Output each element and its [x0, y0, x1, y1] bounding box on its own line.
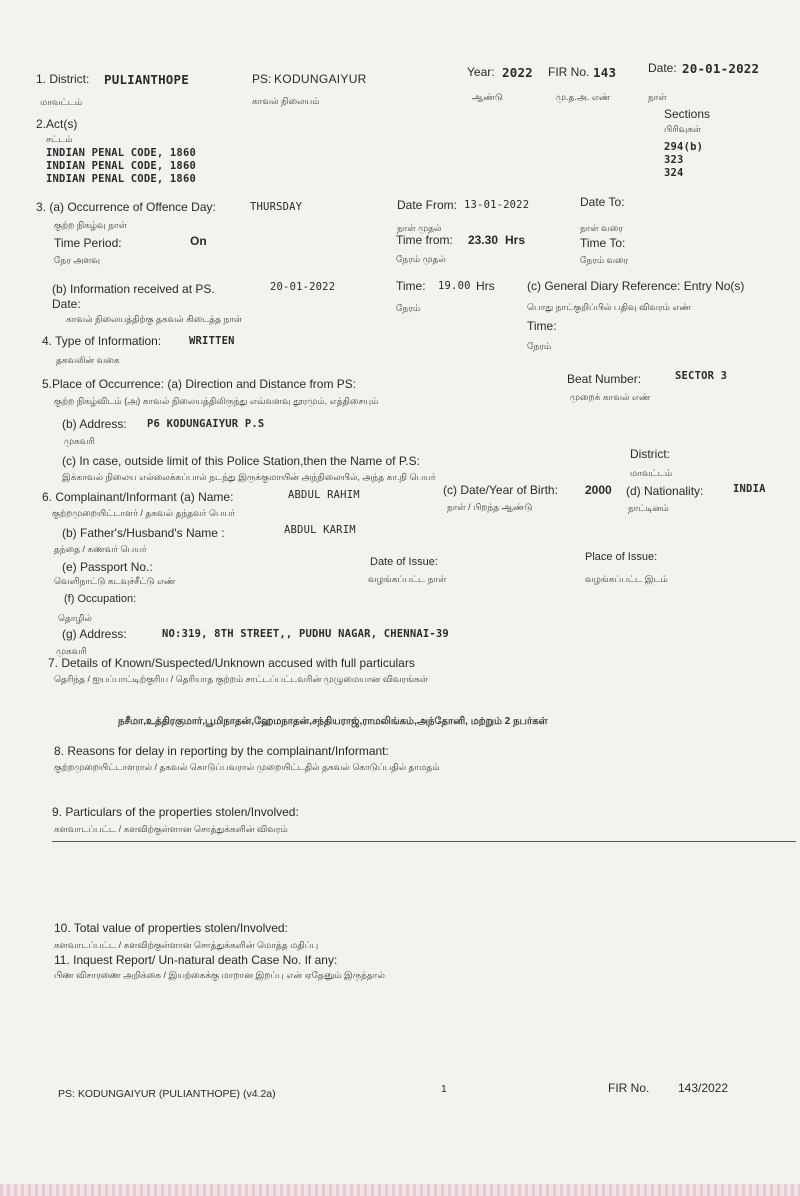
- ps-value: KODUNGAIYUR: [274, 72, 367, 86]
- date-from-label: Date From:: [397, 198, 458, 212]
- year-tamil: ஆண்டு: [472, 92, 503, 102]
- date-to-label: Date To:: [580, 195, 625, 209]
- outside-limit-tamil: இக்காவல் நிலைய எல்லைக்கப்பால் நடந்து இருக்குமாயின் அந்நிலையில், அந்த கா.நி பெயர்: [62, 472, 436, 482]
- fir-no-value: 143: [593, 65, 617, 80]
- footer-page-number: 1: [441, 1083, 447, 1095]
- info-received-date-value: 20-01-2022: [270, 281, 336, 293]
- properties-label: 9. Particulars of the properties stolen/Involved:: [52, 805, 299, 819]
- section-divider: [52, 841, 796, 842]
- occurrence-day-label: 3. (a) Occurrence of Offence Day:: [36, 200, 216, 214]
- nationality-tamil: நாட்டினம்: [628, 503, 669, 513]
- district-label: 1. District:: [36, 72, 90, 86]
- district-tamil: மாவட்டம்: [40, 97, 83, 107]
- acts-tamil: சட்டம்: [46, 134, 73, 144]
- date-value: 20-01-2022: [682, 61, 760, 76]
- footer-fir-value: 143/2022: [678, 1081, 729, 1095]
- complainant-address-label: (g) Address:: [62, 627, 127, 641]
- place-address-label: (b) Address:: [62, 417, 127, 431]
- time-from-label: Time from:: [396, 233, 453, 247]
- info-time-tamil: நேரம்: [396, 303, 421, 313]
- time-period-label: Time Period:: [54, 236, 122, 250]
- fir-no-tamil: மு.த.அ. எண்: [556, 92, 611, 102]
- dob-value: 2000: [585, 483, 612, 497]
- info-type-value: WRITTEN: [189, 335, 235, 347]
- info-received-label: (b) Information received at PS.: [52, 282, 215, 296]
- section-row-1: 294(b): [664, 141, 704, 153]
- footer-ps: PS: KODUNGAIYUR (PULIANTHOPE) (v4.2a): [58, 1088, 276, 1100]
- beat-number-label: Beat Number:: [567, 372, 642, 386]
- occupation-tamil: தொழில்: [58, 613, 92, 623]
- complainant-name-label: 6. Complainant/Informant (a) Name:: [42, 490, 234, 504]
- year-value: 2022: [502, 65, 533, 80]
- info-received-date-label: Date:: [52, 297, 81, 311]
- delay-tamil: குற்றமுறையிட்டாளரால் / தகவல் கொடுப்பவரால் முறையிட்டதில் தகவல் கொடுப்பதில் தாமதம்: [54, 762, 440, 772]
- act-row-1: INDIAN PENAL CODE, 1860: [46, 147, 196, 159]
- time-to-label: Time To:: [580, 236, 626, 250]
- complainant-address-tamil: முகவரி: [56, 646, 87, 656]
- scan-edge-band: [0, 1184, 800, 1196]
- occurrence-day-value: THURSDAY: [250, 201, 303, 213]
- passport-label: (e) Passport No.:: [62, 560, 153, 574]
- date-label: Date:: [648, 61, 677, 75]
- info-received-tamil: காவல் நிலையத்திற்கு தகவல் கிடைத்த நாள்: [66, 314, 243, 324]
- date-from-tamil: நாள் முதல்: [397, 223, 442, 233]
- place-address-value: P6 KODUNGAIYUR P.S: [147, 418, 265, 430]
- accused-tamil: தெரிந்த / ஐயப்பாட்டிற்குரிய / தெரியாத குற்றம் சாட்டப்பட்டவரின் முழுமையான விவரங்கள்: [54, 674, 429, 684]
- father-name-value: ABDUL KARIM: [284, 524, 356, 536]
- dob-tamil: நாள் / பிறந்த ஆண்டு: [447, 502, 533, 512]
- properties-tamil: களவாடப்பட்ட / களவிற்குள்ளான சொத்துக்களின் விவரம்: [54, 824, 288, 834]
- date-from-value: 13-01-2022: [464, 199, 530, 211]
- complainant-name-tamil: குற்றமுறையிட்டாளர் / தகவல் தந்தவர் பெயர்: [52, 508, 236, 518]
- inquest-label: 11. Inquest Report/ Un-natural death Case No. If any:: [54, 953, 338, 967]
- time-period-tamil: நேர அளவு: [54, 255, 101, 265]
- place-address-tamil: முகவரி: [64, 436, 95, 446]
- acts-label: 2.Act(s): [36, 117, 78, 131]
- place-label: 5.Place of Occurrence: (a) Direction and Distance from PS:: [42, 377, 357, 391]
- inquest-tamil: பிண விசாரணை அறிக்கை / இயற்கைக்கு மாறான இறப்பு என் ஏதேனும் இருந்தால்: [54, 970, 385, 980]
- gd-time-tamil: நேரம்: [527, 341, 552, 351]
- section-row-3: 324: [664, 167, 684, 179]
- time-from-value: 23.30: [468, 233, 499, 247]
- info-time-value: 19.00: [438, 280, 471, 292]
- beat-number-value: SECTOR 3: [675, 370, 728, 382]
- occupation-label: (f) Occupation:: [64, 593, 137, 605]
- place-tamil: குற்ற நிகழ்விடம் (அ) காவல் நிலையத்திலிருந்து எவ்வளவு தூரமும், எத்திசையும்: [54, 396, 379, 406]
- district-value: PULIANTHOPE: [104, 72, 189, 87]
- gd-reference-tamil: பொது நாட்குறிப்பில் பதிவு விவரம் எண்: [527, 302, 691, 312]
- sections-tamil: பிரிவுகள்: [664, 124, 702, 134]
- fir-no-label: FIR No.: [548, 65, 590, 79]
- place-of-issue-tamil: வழங்கப்பட்ட இடம்: [585, 574, 668, 584]
- time-to-tamil: நேரம் வரை: [580, 255, 629, 265]
- date-tamil: நாள்: [648, 92, 667, 102]
- time-period-value: On: [190, 234, 207, 248]
- time-from-unit: Hrs: [505, 233, 526, 247]
- total-value-label: 10. Total value of properties stolen/Involved:: [54, 921, 288, 935]
- gd-reference-label: (c) General Diary Reference: Entry No(s): [527, 279, 745, 293]
- sections-label: Sections: [664, 107, 711, 121]
- date-to-tamil: நாள் வரை: [580, 223, 623, 233]
- outside-limit-label: (c) In case, outside limit of this Police Station,then the Name of P.S:: [62, 454, 420, 468]
- place-district-tamil: மாவட்டம்: [630, 468, 673, 478]
- date-of-issue-label: Date of Issue:: [370, 556, 438, 568]
- section-row-2: 323: [664, 154, 684, 166]
- info-time-label: Time:: [396, 279, 426, 293]
- year-label: Year:: [467, 65, 495, 79]
- complainant-name-value: ABDUL RAHIM: [288, 489, 360, 501]
- info-time-unit: Hrs: [476, 279, 495, 293]
- passport-tamil: வெளிநாட்டு கடவுச்சீட்டு எண்: [54, 576, 176, 586]
- footer-fir-label: FIR No.: [608, 1081, 650, 1095]
- nationality-value: INDIA: [733, 483, 766, 495]
- occurrence-day-tamil: குற்ற நிகழ்வு நாள்: [54, 220, 127, 230]
- accused-label: 7. Details of Known/Suspected/Unknown accused with full particulars: [48, 656, 415, 670]
- accused-names: நசீமா,உத்திரகுமார்,பூமிநாதன்,ஹேமநாதன்,சந்தியராஜ்,ராமலிங்கம்,அந்தோனி, மற்றும் 2 நபர்கள்: [118, 716, 548, 727]
- ps-tamil: காவல் நிலையம்: [252, 96, 320, 106]
- dob-label: (c) Date/Year of Birth:: [443, 483, 558, 497]
- beat-number-tamil: முறைக் காவல் எண்: [570, 392, 651, 402]
- ps-label: PS:: [252, 72, 272, 86]
- info-type-label: 4. Type of Information:: [42, 334, 162, 348]
- father-name-tamil: தந்தை / கணவர் பெயர்: [54, 544, 147, 554]
- gd-time-label: Time:: [527, 319, 557, 333]
- total-value-tamil: களவாடப்பட்ட / களவிற்குள்ளான சொத்துக்களின் மொத்த மதிப்பு: [54, 940, 319, 950]
- act-row-2: INDIAN PENAL CODE, 1860: [46, 160, 196, 172]
- father-name-label: (b) Father's/Husband's Name :: [62, 526, 225, 540]
- place-of-issue-label: Place of Issue:: [585, 551, 658, 563]
- act-row-3: INDIAN PENAL CODE, 1860: [46, 173, 196, 185]
- complainant-address-value: NO:319, 8TH STREET,, PUDHU NAGAR, CHENNAI-39: [162, 628, 449, 640]
- delay-label: 8. Reasons for delay in reporting by the complainant/Informant:: [54, 744, 389, 758]
- info-type-tamil: தகவலின் வகை: [56, 355, 120, 365]
- date-of-issue-tamil: வழங்கப்பட்ட நாள்: [368, 574, 447, 584]
- place-district-label: District:: [630, 447, 670, 461]
- nationality-label: (d) Nationality:: [626, 484, 704, 498]
- time-from-tamil: நேரம் முதல்: [396, 254, 446, 264]
